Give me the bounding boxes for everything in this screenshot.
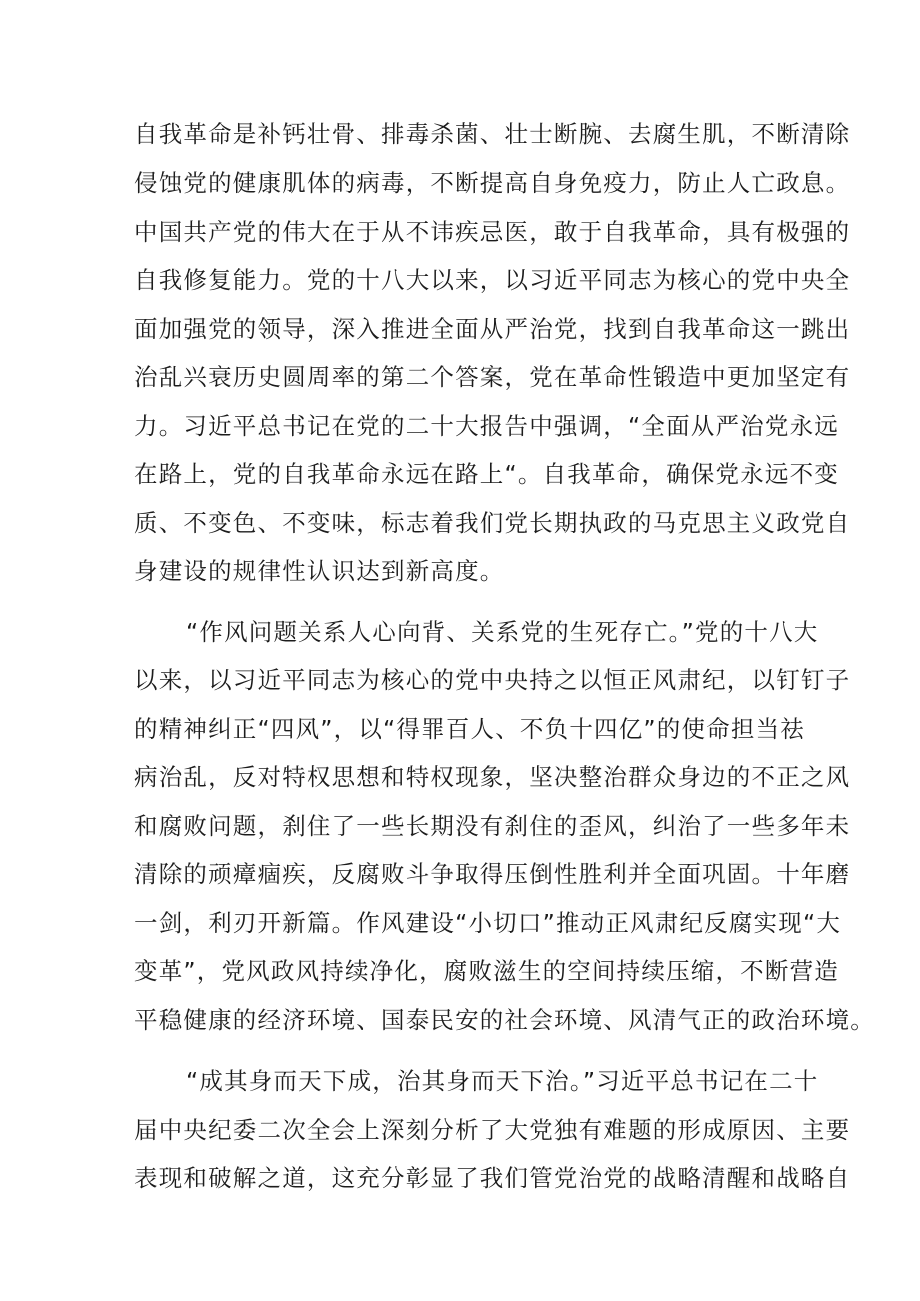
paragraph-1-line: 治乱兴衰历史圆周率的第二个答案，党在革命性锻造中更加坚定有 — [134, 363, 851, 391]
paragraph-3-line: “成其身而天下成，治其身而天下治。”习近平总书记在二十 — [186, 1067, 819, 1095]
paragraph-2-line: 和腐败问题，刹住了一些长期没有刹住的歪风，纠治了一些多年未 — [134, 812, 851, 840]
paragraph-2-line: 的精神纠正“四风”，以“得罪百人、不负十四亿”的使命担当祛 — [134, 715, 805, 743]
paragraph-1-line: 力。习近平总书记在党的二十大报告中强调，“全面从严治党永远 — [134, 412, 839, 440]
paragraph-1-line: 在路上，党的自我革命永远在路上“。自我革命，确保党永远不变 — [134, 460, 839, 488]
paragraph-1-line: 侵蚀党的健康肌体的病毒，不断提高自身免疫力，防止人亡政息。 — [134, 169, 851, 197]
paragraph-2-line: “作风问题关系人心向背、关系党的生死存亡。”党的十八大 — [186, 618, 819, 646]
paragraph-1-line: 质、不变色、不变味，标志着我们党长期执政的马克思主义政党自 — [134, 509, 851, 537]
paragraph-2-line: 以来，以习近平同志为核心的党中央持之以恒正风肃纪，以钉钉子 — [134, 666, 851, 694]
paragraph-1-line: 身建设的规律性认识达到新高度。 — [134, 557, 505, 585]
paragraph-1-line: 自我修复能力。党的十八大以来，以习近平同志为核心的党中央全 — [134, 266, 851, 294]
paragraph-1-line: 自我革命是补钙壮骨、排毒杀菌、壮士断腕、去腐生肌，不断清除 — [134, 120, 851, 148]
paragraph-2-line: 病治乱，反对特权思想和特权现象，坚决整治群众身边的不正之风 — [134, 763, 851, 791]
paragraph-2-line: 一剑，利刃开新篇。作风建设“小切口”推动正风肃纪反腐实现“大 — [134, 909, 842, 937]
paragraph-2-line: 平稳健康的经济环境、国泰民安的社会环境、风清气正的政治环境。 — [134, 1006, 875, 1034]
paragraph-1-line: 中国共产党的伟大在于从不讳疾忌医，敢于自我革命，具有极强的 — [134, 218, 851, 246]
paragraph-1-line: 面加强党的领导，深入推进全面从严治党，找到自我革命这一跳出 — [134, 315, 851, 343]
paragraph-3-line: 表现和破解之道，这充分彰显了我们管党治党的战略清醒和战略自 — [134, 1164, 851, 1192]
paragraph-3-line: 届中央纪委二次全会上深刻分析了大党独有难题的形成原因、主要 — [134, 1116, 851, 1144]
paragraph-2-line: 清除的顽瘴痼疾，反腐败斗争取得压倒性胜利并全面巩固。十年磨 — [134, 860, 851, 888]
paragraph-2-line: 变革”，党风政风持续净化，腐败滋生的空间持续压缩，不断营造 — [134, 957, 839, 985]
